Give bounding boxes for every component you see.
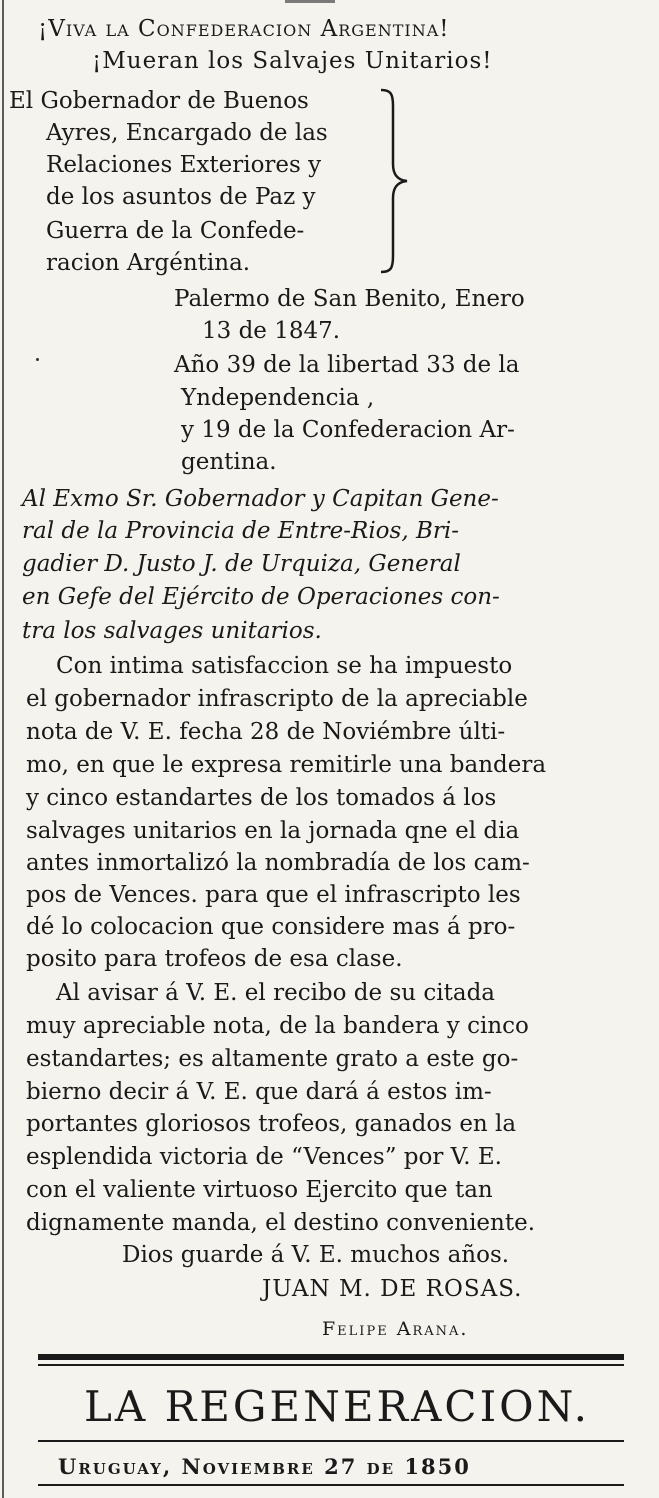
- address-line: Al Exmo Sr. Gobernador y Capitan Gene-: [22, 486, 499, 512]
- dateline-rule-top: [38, 1440, 624, 1442]
- body-line: nota de V. E. fecha 28 de Noviémbre últi-: [26, 719, 506, 745]
- body-line: dé lo colocacion que considere mas á pro-: [26, 914, 516, 940]
- body-line: Dios guarde á V. E. muchos años.: [122, 1242, 510, 1268]
- body-line: muy apreciable nota, de la bandera y cinco: [26, 1013, 529, 1039]
- top-rule-mark: [285, 0, 335, 3]
- body-line: posito para trofeos de esa clase.: [26, 946, 403, 972]
- newspaper-title: LA REGENERACION.: [84, 1382, 591, 1431]
- body-line: esplendida victoria de “Vences” por V. E.: [26, 1144, 502, 1170]
- body-line: portantes gloriosos trofeos, ganados en la: [26, 1111, 517, 1137]
- dateline-rule-bottom: [38, 1484, 624, 1486]
- address-line: ral de la Provincia de Entre-Rios, Bri-: [22, 518, 459, 544]
- signature-rosas: JUAN M. DE ROSAS.: [262, 1276, 523, 1302]
- body-line: mo, en que le expresa remitirle una bandera: [26, 752, 547, 778]
- governor-line: Relaciones Exteriores y: [46, 152, 322, 178]
- masthead-rule-thick: [38, 1354, 624, 1360]
- governor-line: Guerra de la Confede-: [46, 218, 305, 244]
- address-line: gadier D. Justo J. de Urquiza, General: [22, 551, 461, 577]
- governor-line: racion Argéntina.: [46, 250, 251, 276]
- curly-brace-icon: [375, 86, 415, 276]
- body-line: el gobernador infrascripto de la apreciable: [26, 686, 528, 712]
- governor-line: de los asuntos de Paz y: [46, 184, 316, 210]
- body-line: con el valiente virtuoso Ejercito que tan: [26, 1177, 493, 1203]
- body-line: estandartes; es altamente grato a este go-: [26, 1046, 519, 1072]
- body-line: dignamente manda, el destino conveniente.: [26, 1210, 536, 1236]
- body-line: y cinco estandartes de los tomados á los: [26, 785, 497, 811]
- header-line-1: ¡Viva la Confederacion Argentina!: [38, 16, 450, 42]
- body-line: salvages unitarios en la jornada qne el dia: [26, 818, 520, 844]
- date-line: Palermo de San Benito, Enero: [174, 286, 525, 312]
- body-line: antes inmortalizó la nombradía de los cam-: [26, 850, 530, 876]
- body-line: Al avisar á V. E. el recibo de su citada: [56, 980, 496, 1006]
- masthead-rule-thin: [38, 1364, 624, 1366]
- column-rule-left: [2, 0, 4, 1498]
- body-line: Con intima satisfaccion se ha impuesto: [56, 653, 513, 679]
- date-line: Año 39 de la libertad 33 de la: [174, 352, 520, 378]
- ink-speck: [36, 358, 39, 361]
- address-line: en Gefe del Ejército de Operaciones con-: [22, 584, 500, 610]
- signature-arana: Felipe Arana.: [322, 1318, 469, 1340]
- header-line-2: ¡Mueran los Salvajes Unitarios!: [92, 48, 493, 74]
- date-line: Yndependencia ,: [181, 385, 375, 411]
- date-line: y 19 de la Confederacion Ar-: [181, 417, 515, 443]
- body-line: pos de Vences. para que el infrascripto les: [26, 882, 521, 908]
- date-line: gentina.: [181, 449, 277, 475]
- governor-line: El Gobernador de Buenos: [9, 88, 309, 114]
- body-line: bierno decir á V. E. que dará á estos im-: [26, 1079, 492, 1105]
- date-line: 13 de 1847.: [202, 318, 341, 344]
- newspaper-dateline: Uruguay, Noviembre 27 de 1850: [58, 1454, 471, 1479]
- governor-line: Ayres, Encargado de las: [46, 120, 328, 146]
- address-line: tra los salvages unitarios.: [22, 618, 322, 644]
